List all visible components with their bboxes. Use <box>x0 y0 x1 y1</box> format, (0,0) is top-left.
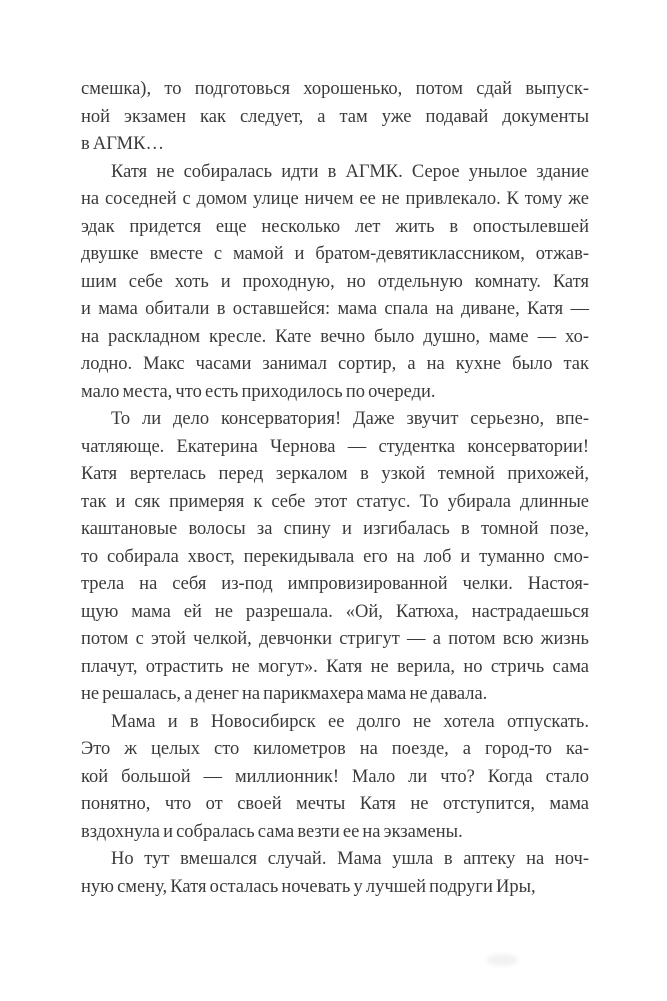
text-line: смешка), то подготовься хорошенько, потом сдай выпуск- <box>81 79 589 99</box>
paragraph <box>81 76 589 159</box>
text-line: на раскладном кресле. Кате вечно было душно, маме — хо- <box>81 326 589 347</box>
text-line: трела на себя из-под импровизированной челки. Настоя- <box>81 574 589 594</box>
text-line: вздохнула и собралась сама везти ее на экзамены. <box>81 821 463 842</box>
paragraph <box>81 159 589 407</box>
text-line: то собирала хвост, перекидывала его на лоб и туманно смо- <box>81 546 589 567</box>
text-line: щую мама ей не разрешала. «Ой, Катюха, настрадаешься <box>81 601 589 622</box>
text-line: кой большой — миллионник! Мало ли что? Когда стало <box>81 766 589 787</box>
page-text <box>81 76 589 901</box>
text-line: двушке вместе с мамой и братом-девятиклассником, отжав- <box>81 244 589 264</box>
text-line: Катя вертелась перед зеркалом в узкой темной прихожей, <box>81 464 589 484</box>
text-line: Это ж целых сто километров на поезде, а город-то ка- <box>81 739 589 759</box>
paragraph <box>81 406 589 709</box>
text-line: так и сяк примеряя к себе этот статус. То убирала длинные <box>81 491 589 512</box>
paragraph <box>81 846 589 901</box>
text-line: потом с этой челкой, девчонки стригут — а потом всю жизнь <box>81 629 589 649</box>
text-line: шим себе хоть и проходную, но отдельную комнату. Катя <box>81 271 589 292</box>
text-line: и мама обитали в оставшейся: мама спала на диване, Катя — <box>81 299 589 319</box>
text-line: понятно, что от своей мечты Катя не отступится, мама <box>81 794 589 814</box>
text-line: эдак придется еще несколько лет жить в опостылевшей <box>81 216 589 237</box>
text-line: не решалась, а денег на парикмахера мама не давала. <box>81 684 488 704</box>
text-line: ной экзамен как следует, а там уже подавай документы <box>81 106 589 127</box>
text-line: ную смену, Катя осталась ночевать у лучшей подруги Иры, <box>81 876 536 897</box>
text-line: в АГМК… <box>81 134 164 154</box>
text-line: каштановые волосы за спину и изгибалась в томной позе, <box>81 519 589 539</box>
page-smudge-artifact <box>486 954 518 966</box>
text-line: мало места, что есть приходилось по очереди. <box>81 381 436 402</box>
text-line: плачут, отрастить не могут». Катя не верила, но стричь сама <box>81 656 589 677</box>
paragraph <box>81 709 589 847</box>
text-line: на соседней с домом улице ничем ее не привлекало. К тому же <box>81 189 589 209</box>
text-line: Но тут вмешался случай. Мама ушла в аптеку на ноч- <box>111 849 589 869</box>
text-line: Катя не собиралась идти в АГМК. Серое унылое здание <box>111 161 589 182</box>
text-line: Мама и в Новосибирск ее долго не хотела отпускать. <box>111 711 589 732</box>
text-line: чатляюще. Екатерина Чернова — студентка консерватории! <box>81 436 589 457</box>
text-line: То ли дело консерватория! Даже звучит серьезно, впе- <box>111 409 589 429</box>
text-line: лодно. Макс часами занимал сортир, а на кухне было так <box>81 354 589 374</box>
